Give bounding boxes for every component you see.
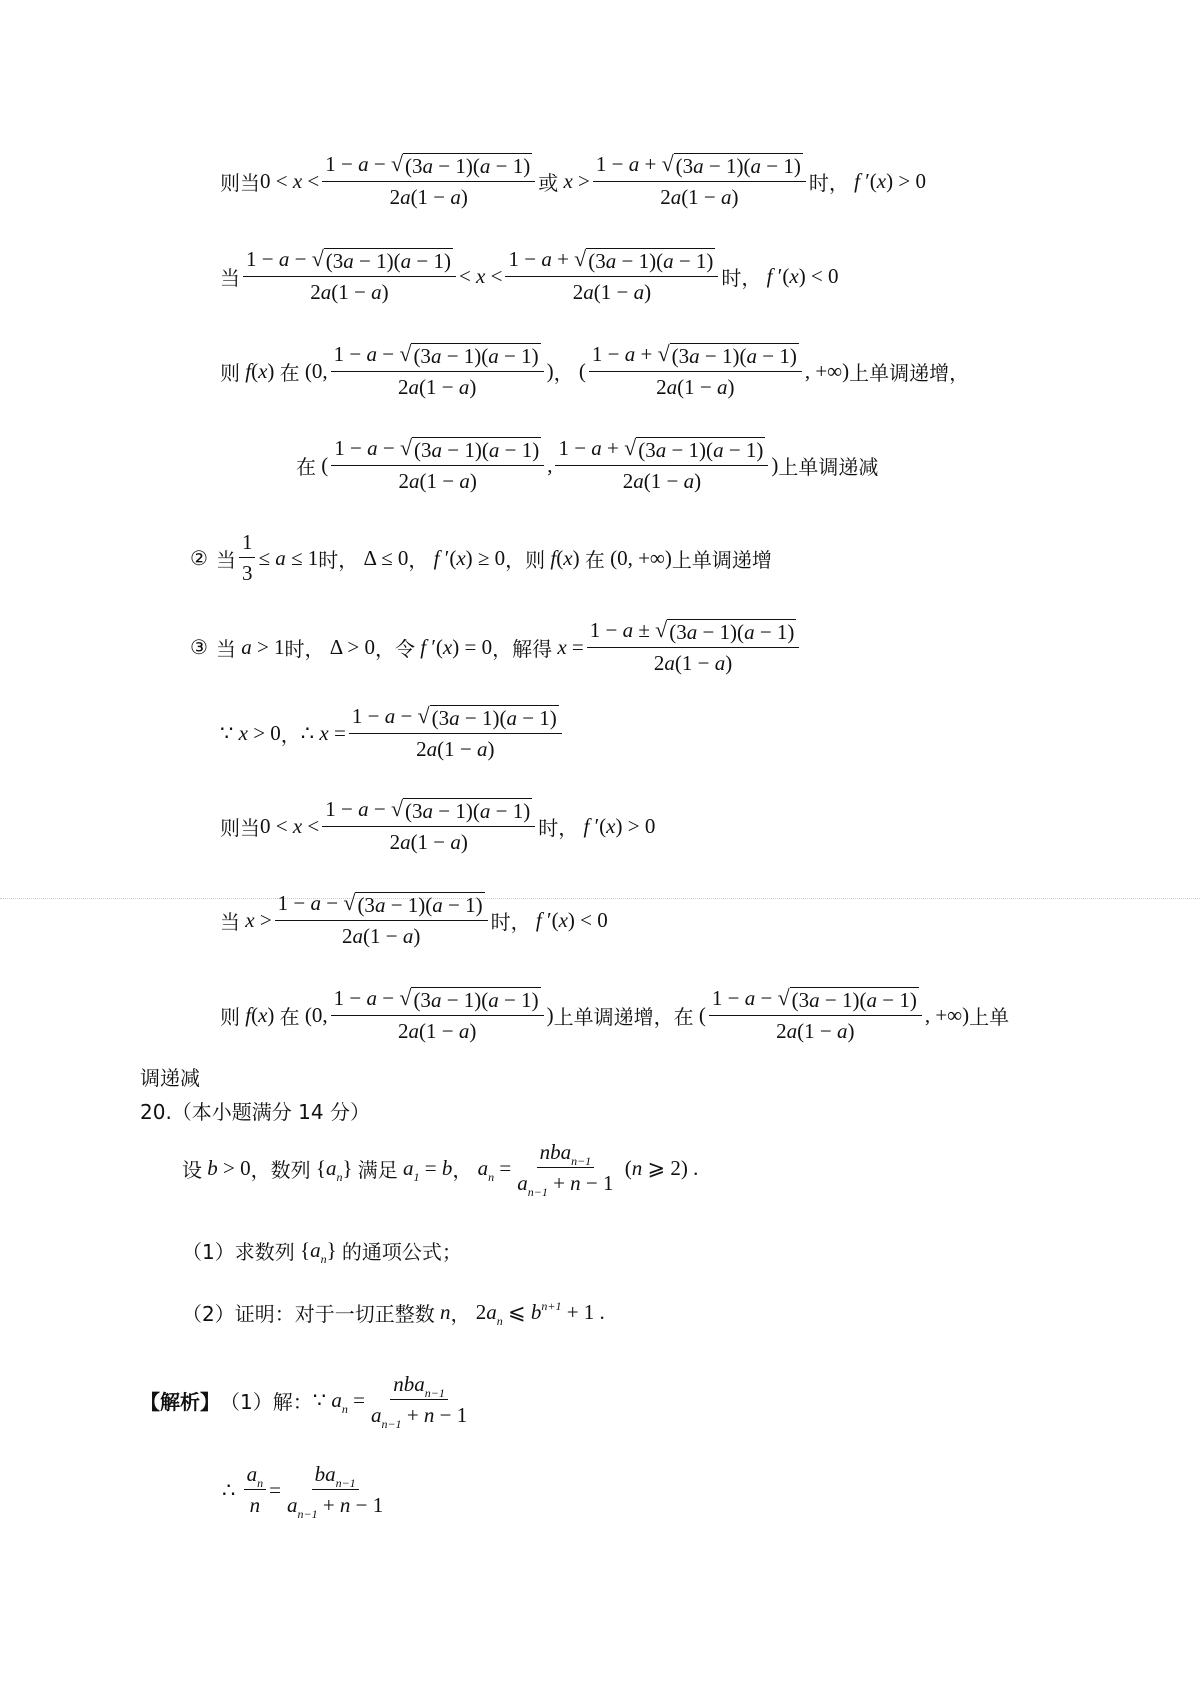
math-line-8: 则当 0 < x < 1 − a − √ (3a − 1)(a − 1) 2a(1 − a) 时， f ′(x) > 0: [220, 796, 656, 855]
fraction: 1 − a − √ (3a − 1)(a − 1) 2a(1 − a): [349, 704, 562, 762]
fraction: 1 − a + √ (3a − 1)(a − 1) 2a(1 − a): [593, 152, 806, 210]
fraction: $\frac{ba_{n-1}}{a_{n-1} + n - 1}$: [286, 1462, 384, 1522]
fraction: 1 − a − √ (3a − 1)(a − 1) 2a(1 − a): [709, 986, 922, 1044]
solution-line-2: ∴ $\frac{a_n}{n}$ = $\frac{ba_{n-1}}{a_{n-1} + n - 1}$: [222, 1462, 389, 1518]
fraction: $\frac{1}{3}$: [239, 530, 256, 586]
fraction: 1 − a − √ (3a − 1)(a − 1) 2a(1 − a): [322, 152, 535, 210]
fraction: $\frac{nba_{n-1}}{a_{n-1} + n - 1}$: [370, 1372, 468, 1432]
part-1: （1）求数列 $\{a_n\}$ 的通项公式；: [182, 1238, 462, 1266]
case-2-line: ② 当 $\frac{1}{3}$ ≤ a ≤ 1 时， Δ ≤ 0 ， f ′(x) ≥ 0 ，则 f(x) 在 (0, +∞) 上单调递增: [190, 530, 772, 586]
solution-line-1: 【解析】 （1）解： ∵ $a_n$ = $\frac{nba_{n-1}}{a_{n-1} + n - 1}$: [140, 1372, 473, 1428]
continuation-text: 调递减: [140, 1066, 200, 1090]
math-line-4: 在 ( 1 − a − √ (3a − 1)(a − 1) 2a(1 − a) , 1 − a + √ (3a − 1)(a − 1) 2a(1 − a) ) 上单调递减: [296, 435, 879, 494]
math-line-1: 则当 0 < x < 1 − a − √ (3a − 1)(a − 1) 2a(1 − a) 或 x > 1 − a + √ (3a − 1)(a − 1) 2a(1 − a) 时， f ′(x) > 0: [220, 151, 926, 210]
fraction: 1 − a − √ (3a − 1)(a − 1) 2a(1 − a): [331, 986, 544, 1044]
fraction: $\frac{a_n}{n}$: [244, 1462, 267, 1518]
fraction: 1 − a − √ (3a − 1)(a − 1) 2a(1 − a): [243, 247, 456, 305]
math-line-2: 当 1 − a − √ (3a − 1)(a − 1) 2a(1 − a) < x < 1 − a + √ (3a − 1)(a − 1) 2a(1 − a) 时， f ′(x) < 0: [220, 246, 839, 305]
question-20-header: 20.（本小题满分 14 分）: [140, 1100, 370, 1124]
math-line-7: ∵ x > 0 ， ∴ x = 1 − a − √ (3a − 1)(a − 1) 2a(1 − a): [220, 704, 565, 762]
fraction: 1 − a + √ (3a − 1)(a − 1) 2a(1 − a): [505, 247, 718, 305]
fraction: 1 − a − √ (3a − 1)(a − 1) 2a(1 − a): [275, 891, 488, 949]
fraction: 1 − a + √ (3a − 1)(a − 1) 2a(1 − a): [589, 342, 802, 400]
math-line-9: 当 x > 1 − a − √ (3a − 1)(a − 1) 2a(1 − a) 时， f ′(x) < 0: [220, 890, 608, 949]
fraction: 1 − a − √ (3a − 1)(a − 1) 2a(1 − a): [331, 436, 544, 494]
fraction: 1 − a − √ (3a − 1)(a − 1) 2a(1 − a): [322, 797, 535, 855]
question-20-statement: 设 b > 0 ，数列 $\{a_n\}$ 满足 $a_1 = b$ ， $a_n$ = $\frac{nba_{n-1}}{a_{n-1} + n - 1}$ (n ⩾ 2) .: [182, 1140, 699, 1200]
fraction: 1 − a ± √ (3a − 1)(a − 1) 2a(1 − a): [587, 618, 800, 676]
part-2: （2）证明：对于一切正整数 n ， $2a_n$ ⩽ $b^{n+1} + 1$ .: [182, 1299, 605, 1328]
fraction: 1 − a + √ (3a − 1)(a − 1) 2a(1 − a): [555, 436, 768, 494]
fraction: $\frac{nba_{n-1}}{a_{n-1} + n - 1}$: [517, 1140, 614, 1200]
math-line-10: 则 f(x) 在 (0, 1 − a − √ (3a − 1)(a − 1) 2a(1 − a) ) 上单调递增，在 ( 1 − a − √ (3a − 1)(a − 1) 2a(1 − a) , +∞) 上单: [220, 985, 1010, 1044]
case-3-line: ③ 当 a > 1 时， Δ > 0 ，令 f ′(x) = 0 ，解得 x = 1 − a ± √ (3a − 1)(a − 1) 2a(1 − a): [190, 618, 802, 676]
math-line-3: 则 f(x) 在 (0, 1 − a − √ (3a − 1)(a − 1) 2a(1 − a) ) ， ( 1 − a + √ (3a − 1)(a − 1) 2a(1 − a) , +∞) 上单调递增，: [220, 341, 970, 400]
fraction: 1 − a − √ (3a − 1)(a − 1) 2a(1 − a): [331, 342, 544, 400]
